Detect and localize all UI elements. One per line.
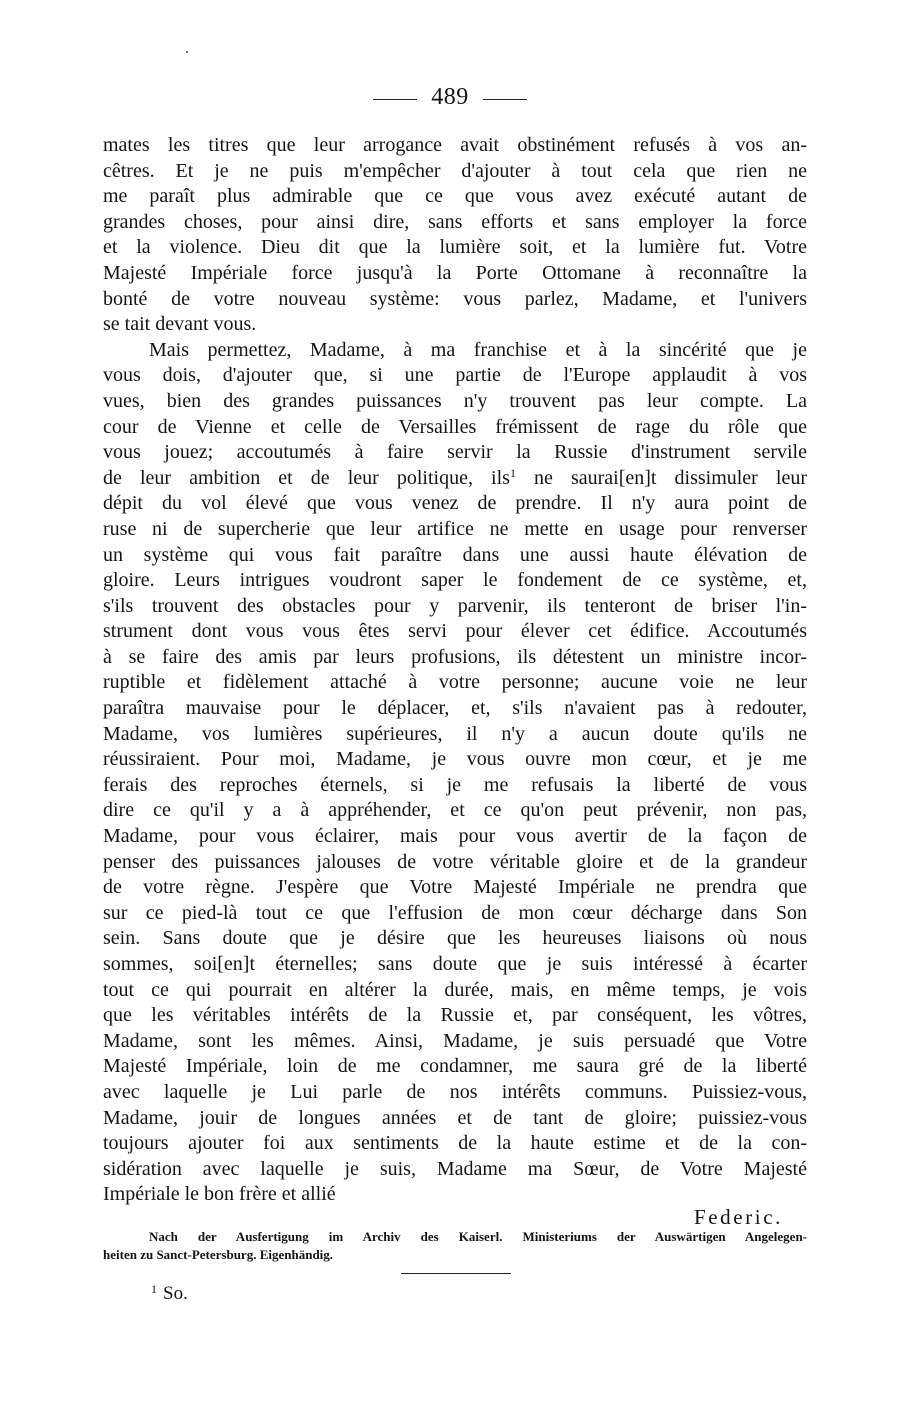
text-line: penser des puissances jalouses de votre véritable gloire et de la grandeur [103, 850, 807, 873]
text-line: cêtres. Et je ne puis m'empêcher d'ajouter à tout cela que rien ne [103, 159, 807, 182]
text-line: et la violence. Dieu dit que la lumière soit, et la lumière fut. Votre [103, 236, 807, 259]
text-segment: ne saurai[en]t dissimuler leur [515, 466, 808, 489]
text-line: s'ils trouvent des obstacles pour y parvenir, ils tenteront de briser l'in- [103, 594, 807, 617]
source-note-line: Nach der Ausfertigung im Archiv des Kaiserl. Ministeriums der Auswärtigen Angelegen- [149, 1229, 807, 1244]
text-line: bonté de votre nouveau système: vous parlez, Madame, et l'univers [103, 287, 807, 310]
text-line: gloire. Leurs intrigues voudront saper le fondement de ce système, et, [103, 569, 807, 592]
footnote-marker: 1 [151, 1282, 157, 1296]
ink-speck [186, 51, 188, 53]
text-line: avec laquelle je Lui parle de nos intérêts communs. Puissiez-vous, [103, 1080, 807, 1103]
source-note-line: heiten zu Sanct-Petersburg. Eigenhändig. [103, 1247, 334, 1262]
text-line: Madame, sont les mêmes. Ainsi, Madame, je suis persuadé que Votre [103, 1029, 807, 1052]
text-line: se tait devant vous. [103, 313, 257, 336]
header-rule-right [483, 99, 527, 100]
text-line: vous jouez; accoutumés à faire servir la Russie d'instrument servile [103, 441, 807, 464]
footnote-text: So. [163, 1283, 188, 1304]
signature: Federic. [693, 1205, 783, 1229]
text-line: que les véritables intérêts de la Russie et, par conséquent, les vôtres, [103, 1004, 807, 1027]
text-line: grandes choses, pour ainsi dire, sans efforts et sans employer la force [103, 210, 807, 233]
text-line: réussiraient. Pour moi, Madame, je vous ouvre mon cœur, et je me [103, 748, 807, 771]
letter-body [103, 133, 807, 1208]
text-line: sein. Sans doute que je désire que les heureuses liaisons où nous [103, 927, 807, 950]
text-line: sur ce pied-là tout ce que l'effusion de mon cœur décharge dans Son [103, 901, 807, 924]
text-line: Madame, vos lumières supérieures, il n'y a aucun doute qu'ils ne [103, 722, 807, 745]
text-line: de votre règne. J'espère que Votre Majesté Impériale ne prendra que [103, 876, 807, 899]
text-line: un système qui vous fait paraître dans une aussi haute élévation de [103, 543, 807, 566]
text-line: vous dois, d'ajouter que, si une partie de l'Europe applaudit à vos [103, 364, 807, 387]
text-line: strument dont vous vous êtes servi pour élever cet édifice. Accoutumés [103, 620, 807, 643]
text-line: toujours ajouter foi aux sentiments de la haute estime et de la con- [103, 1132, 807, 1155]
text-line: paraîtra mauvaise pour le déplacer, et, s'ils n'avaient pas à redouter, [103, 697, 807, 720]
footnote-divider [401, 1273, 511, 1274]
text-line: ruptible et fidèlement attaché à votre personne; aucune voie ne leur [103, 671, 807, 694]
text-line-with-footnote [103, 466, 807, 492]
text-line: tout ce qui pourrait en altérer la durée, mais, en même temps, je vois [103, 978, 807, 1001]
text-line: à se faire des amis par leurs profusions, ils détestent un ministre incor- [103, 645, 807, 668]
text-line: Madame, pour vous éclairer, mais pour vous avertir de la façon de [103, 825, 807, 848]
text-segment: de leur ambition et de leur politique, ils [103, 466, 510, 489]
footnote-reference[interactable]: 1 [509, 465, 516, 480]
text-line: me paraît plus admirable que ce que vous avez exécuté autant de [103, 185, 807, 208]
text-line: ruse ni de supercherie que leur artifice ne mette en usage pour renverser [103, 517, 807, 540]
text-line: Majesté Impériale force jusqu'à la Porte Ottomane à reconnaître la [103, 261, 807, 284]
text-line: sidération avec laquelle je suis, Madame ma Sœur, de Votre Majesté [103, 1157, 807, 1180]
text-line: mates les titres que leur arrogance avait obstinément refusés à vos an- [103, 134, 807, 156]
text-line: ferais des reproches éternels, si je me refusais la liberté de vous [103, 773, 807, 796]
text-line: vues, bien des grandes puissances n'y trouvent pas leur compte. La [103, 389, 807, 412]
text-line: dépit du vol élevé que vous venez de prendre. Il n'y aura point de [103, 492, 807, 515]
footnote [151, 1282, 188, 1305]
text-line: dire ce qu'il y a à appréhender, et ce qu'on peut prévenir, non pas, [103, 799, 807, 822]
page-header [0, 84, 900, 111]
header-rule-left [373, 99, 417, 100]
text-line: cour de Vienne et celle de Versailles frémissent de rage du rôle que [103, 415, 807, 438]
source-note [103, 1228, 807, 1264]
text-line: Majesté Impériale, loin de me condamner, me saura gré de la liberté [103, 1055, 807, 1078]
text-line: sommes, soi[en]t éternelles; sans doute que je suis intéressé à écarter [103, 953, 807, 975]
page-number: 489 [431, 84, 469, 110]
text-line: Mais permettez, Madame, à ma franchise et à la sincérité que je [149, 338, 807, 361]
text-line: Madame, jouir de longues années et de tant de gloire; puissiez-vous [103, 1106, 807, 1129]
text-line: Impériale le bon frère et allié [103, 1183, 336, 1206]
